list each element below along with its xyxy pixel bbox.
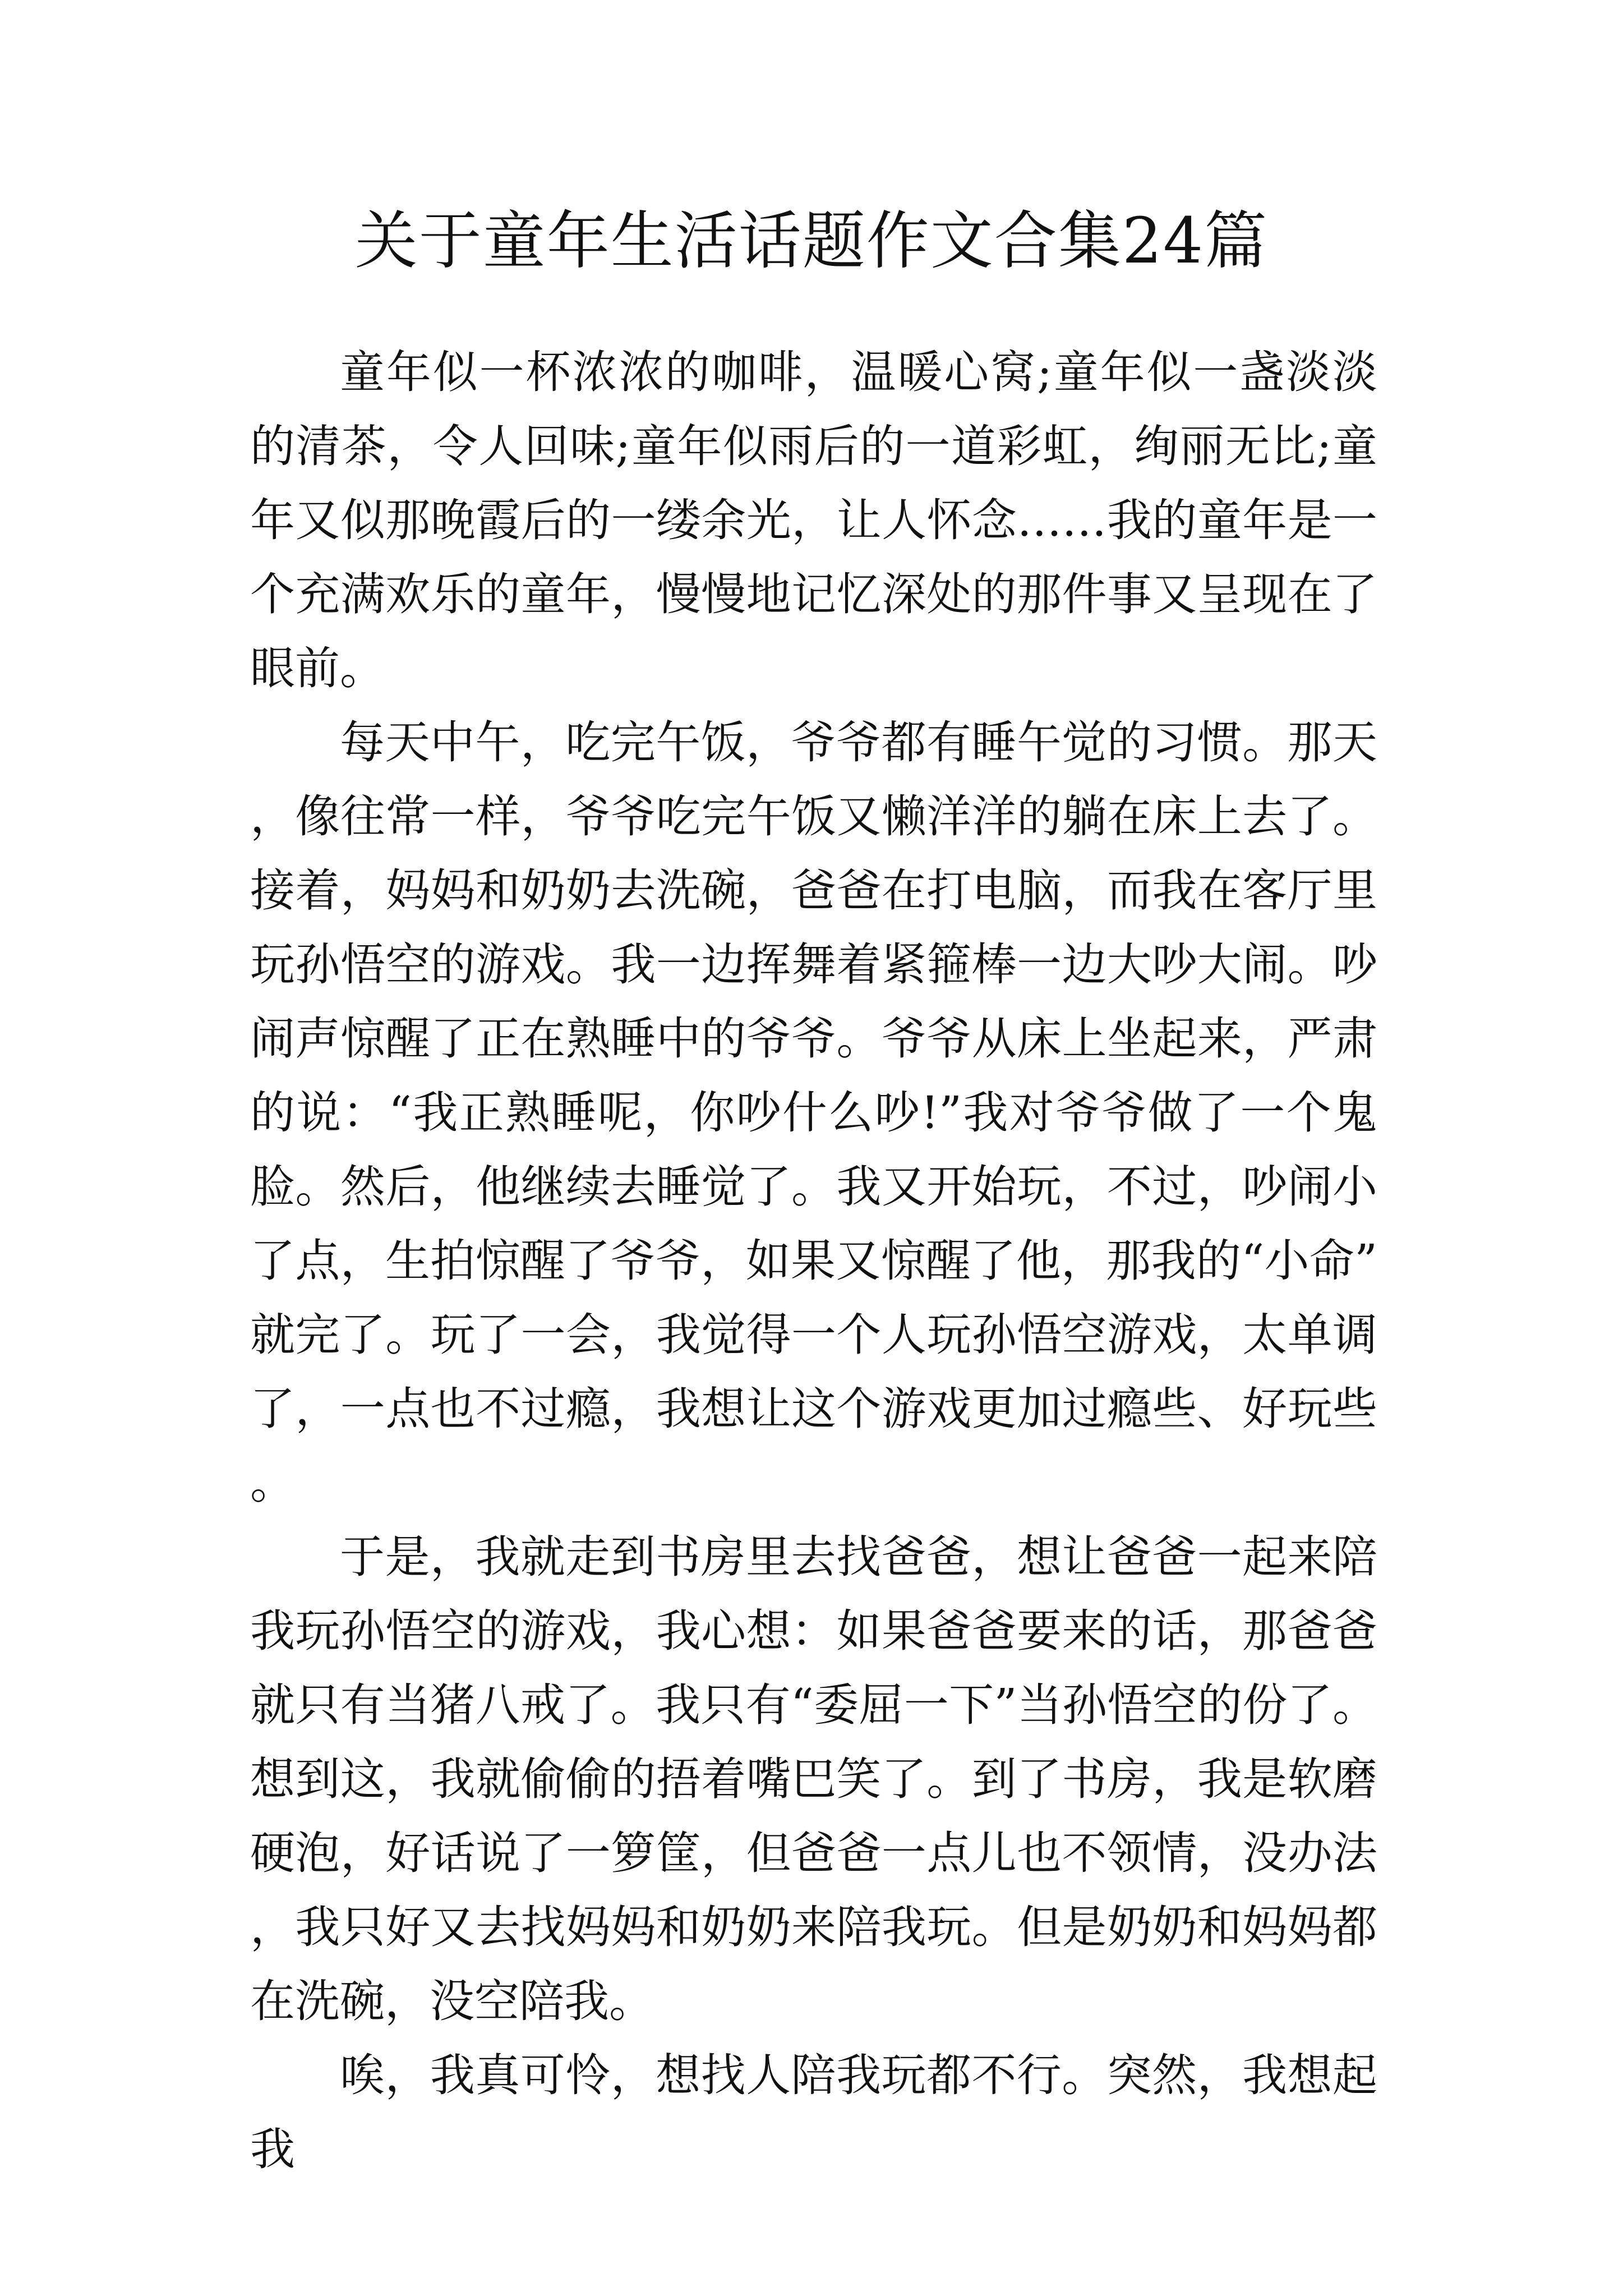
document-body	[250, 335, 1377, 2187]
paragraph-1: 童年似一杯浓浓的咖啡，温暖心窝;童年似一盏淡淡的清茶，令人回味;童年似雨后的一道彩虹，绚丽无比;童年又似那晚霞后的一缕余光，让人怀念……我的童年是一个充满欢乐的童年，慢慢地记忆深处的那件事又呈现在了眼前。	[250, 346, 1377, 694]
document-title: 关于童年生活话题作文合集24篇	[354, 205, 1269, 278]
paragraph-4: 唉，我真可怜，想找人陪我玩都不行。突然，我想起我	[250, 2049, 1377, 2175]
paragraph-2: 每天中午，吃完午饭，爷爷都有睡午觉的习惯。那天，像往常一样，爷爷吃完午饭又懒洋洋的躺在床上去了。接着，妈妈和奶奶去洗碗，爸爸在打电脑，而我在客厅里玩孙悟空的游戏。我一边挥舞着紧箍棒一边大吵大闹。吵闹声惊醒了正在熟睡中的爷爷。爷爷从床上坐起来，严肃的说：“我正熟睡呢，你吵什么吵!”我对爷爷做了一个鬼脸。然后，他继续去睡觉了。我又开始玩，不过，吵闹小了点，生拍惊醒了爷爷，如果又惊醒了他，那我的“小命”就完了。玩了一会，我觉得一个人玩孙悟空游戏，太单调了，一点也不过瘾，我想让这个游戏更加过瘾些、好玩些。	[250, 716, 1377, 1509]
paragraph-3: 于是，我就走到书房里去找爸爸，想让爸爸一起来陪我玩孙悟空的游戏，我心想：如果爸爸要来的话，那爸爸就只有当猪八戒了。我只有“委屈一下”当孙悟空的份了。想到这，我就偷偷的捂着嘴巴笑了。到了书房，我是软磨硬泡，好话说了一箩筐，但爸爸一点儿也不领情，没办法，我只好又去找妈妈和奶奶来陪我玩。但是奶奶和妈妈都在洗碗，没空陪我。	[250, 1531, 1377, 2027]
